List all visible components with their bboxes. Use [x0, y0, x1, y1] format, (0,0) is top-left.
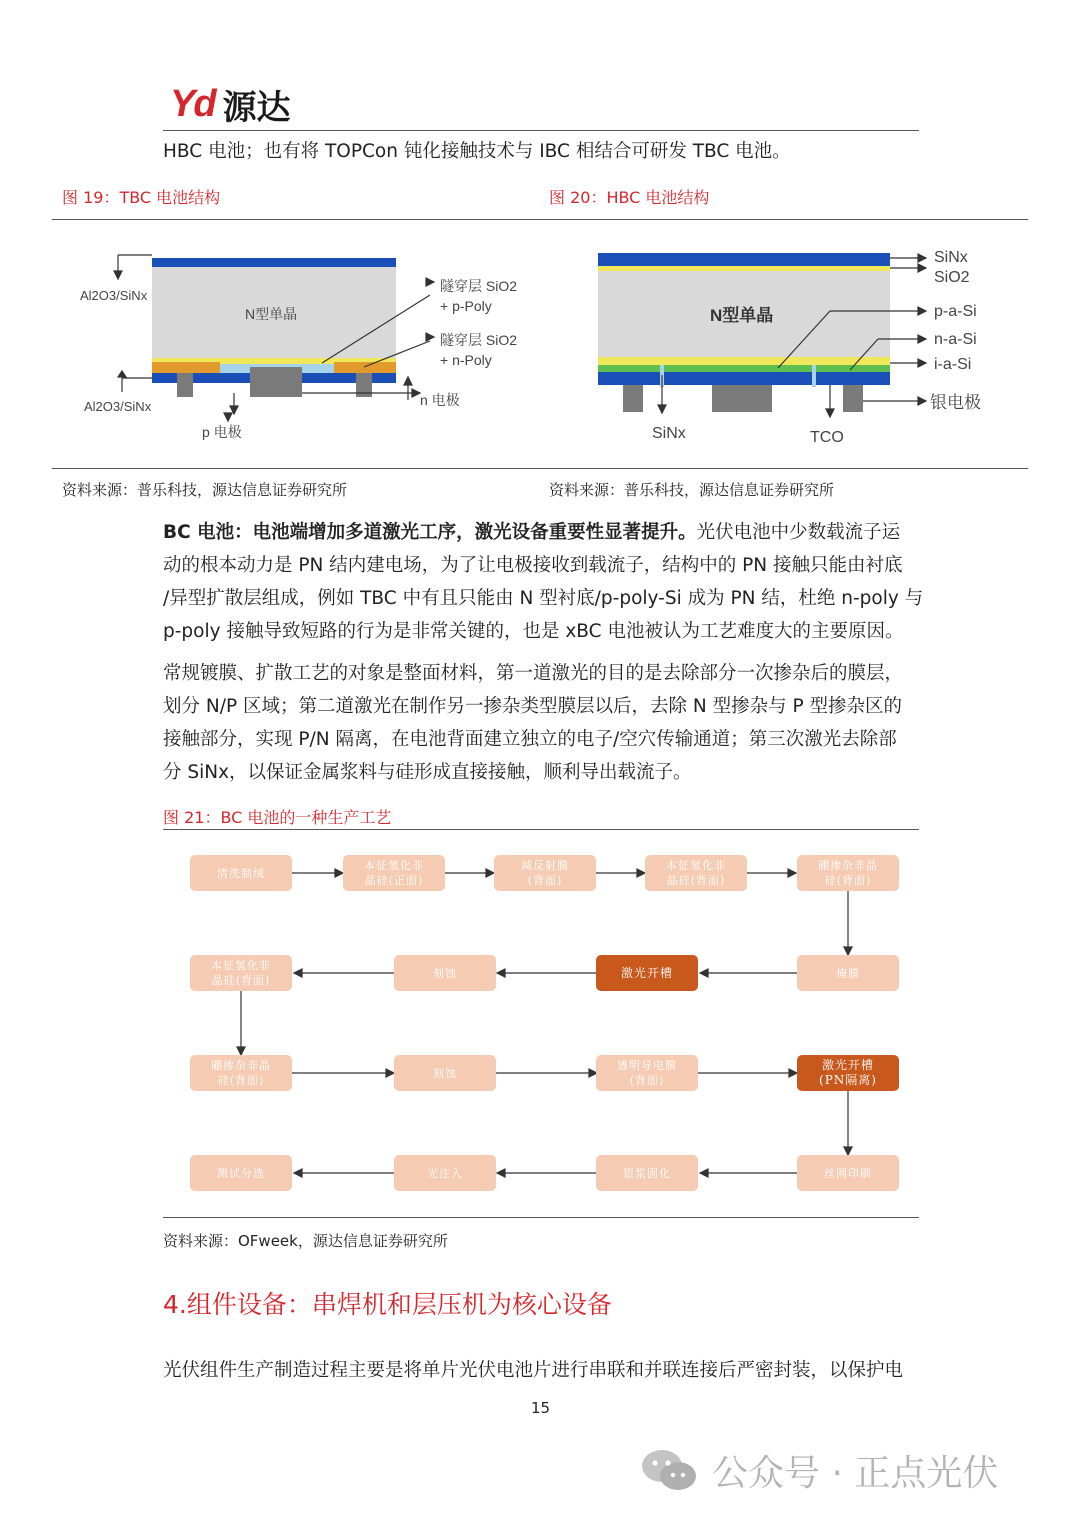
tbc-label-bulk: N型单晶 [245, 306, 298, 322]
flow-step-12: 透明导电膜 (背面) [596, 1055, 698, 1091]
page-number: 15 [531, 1399, 551, 1417]
logo-name: 源达 [222, 87, 291, 128]
hbc-p-a-si [598, 365, 890, 372]
figures-top-divider [52, 219, 1028, 220]
hbc-sinx-top [598, 253, 890, 266]
figure20-source: 资料来源：普乐科技，源达信息证券研究所 [549, 481, 835, 499]
hbc-gap-right [812, 365, 816, 387]
flow-step-15: 银浆固化 [596, 1155, 698, 1191]
paragraph-bc-lead: BC 电池：电池端增加多道激光工序，激光设备重要性显著提升。 [163, 522, 697, 543]
hbc-bottom-layer [598, 372, 890, 385]
tbc-n-electrode [250, 367, 302, 397]
paragraph-laser-line4: 分 SiNx，以保证金属浆料与硅形成直接接触，顺利导出载流子。 [163, 762, 692, 783]
flow-step-10: 硼掺杂非晶 硅(背面) [190, 1055, 292, 1091]
tbc-structure-diagram [52, 225, 532, 455]
flow-step-7: 激光开槽 [596, 955, 698, 991]
flow-step-6: 掩膜 [797, 955, 899, 991]
figure21-caption: 图 21：BC 电池的一种生产工艺 [163, 808, 392, 827]
tbc-p-poly-right [334, 362, 396, 373]
tbc-p-electrode-left [177, 373, 193, 397]
flow-step-17: 测试分选 [190, 1155, 292, 1191]
tbc-label-p-electrode: p 电极 [202, 424, 242, 440]
logo-mark: Yd [170, 82, 215, 125]
flow-step-4: 本征氢化非 晶硅(背面) [645, 855, 747, 891]
figures-bottom-divider [52, 468, 1028, 469]
hbc-label-p-a-si: p-a-Si [934, 303, 977, 320]
brand-logo [170, 82, 291, 126]
watermark-text: 公众号 · 正点光伏 [712, 1453, 999, 1494]
tbc-label-tunnel1-b: + p-Poly [440, 298, 492, 314]
hbc-electrode-2 [712, 385, 772, 412]
paragraph-bc-line3: /异型扩散层组成，例如 TBC 中有且只能由 N 型衬底/p-poly-Si 成为 PN 结，杜绝 n-poly 与 [163, 588, 924, 609]
section-title: 4.组件设备：串焊机和层压机为核心设备 [163, 1290, 612, 1319]
flow-step-8: 刻蚀 [394, 955, 496, 991]
header-divider [163, 130, 919, 131]
hbc-label-tco: TCO [810, 429, 844, 446]
tbc-p-poly-left [152, 362, 220, 373]
figure21-source: 资料来源：OFweek，源达信息证券研究所 [163, 1232, 448, 1250]
intro-line: HBC 电池；也有将 TOPCon 钝化接触技术与 IBC 相结合可研发 TBC 电池。 [163, 141, 791, 162]
hbc-label-silver: 银电极 [930, 393, 981, 412]
tbc-label-top-left: Al2O3/SiNx [80, 288, 148, 303]
flow-step-5: 硼掺杂非晶 硅(背面) [797, 855, 899, 891]
tbc-label-bottom-left: Al2O3/SiNx [84, 399, 152, 414]
flow-step-16: 光注入 [394, 1155, 496, 1191]
hbc-i-a-si [598, 357, 890, 365]
tbc-label-n-electrode: n 电极 [420, 392, 460, 408]
hbc-label-i-a-si: i-a-Si [934, 356, 972, 373]
paragraph-bc-line1: 光伏电池中少数载流子运 [696, 522, 901, 543]
tbc-label-tunnel2-b: + n-Poly [440, 352, 492, 368]
figure19-caption: 图 19：TBC 电池结构 [62, 188, 221, 207]
flow-step-9: 本征氢化非 晶硅(背面) [190, 955, 292, 991]
figure20-caption: 图 20：HBC 电池结构 [549, 188, 710, 207]
process-flowchart [163, 835, 919, 1215]
figure21-top-divider [163, 829, 919, 830]
tbc-label-tunnel1-a: 隧穿层 SiO2 [440, 278, 518, 294]
figure21-bottom-divider [163, 1217, 919, 1218]
hbc-electrode-1 [623, 385, 643, 412]
paragraph-module: 光伏组件生产制造过程主要是将单片光伏电池片进行串联和并联连接后严密封装，以保护电 [163, 1360, 904, 1381]
figure19-source: 资料来源：普乐科技，源达信息证券研究所 [62, 481, 348, 499]
tbc-top-layer [152, 258, 396, 267]
wechat-watermark [640, 1445, 998, 1496]
paragraph-bc [163, 516, 923, 648]
hbc-sio2 [598, 266, 890, 271]
hbc-label-sio2: SiO2 [934, 269, 970, 286]
hbc-structure-diagram [560, 225, 1028, 455]
flow-step-2: 本征氢化非 晶硅(正面) [343, 855, 445, 891]
hbc-label-n-a-si: n-a-Si [934, 331, 977, 348]
flow-step-11: 刻蚀 [394, 1055, 496, 1091]
hbc-label-bulk: N型单晶 [710, 306, 774, 325]
wechat-icon [640, 1448, 698, 1494]
flow-step-13: 激光开槽 (PN隔离) [797, 1055, 899, 1091]
paragraph-laser-line1: 常规镀膜、扩散工艺的对象是整面材料，第一道激光的目的是去除部分一次掺杂后的膜层， [163, 663, 904, 684]
flow-step-3: 减反射膜 (背面) [494, 855, 596, 891]
paragraph-bc-line4: p-poly 接触导致短路的行为是非常关键的，也是 xBC 电池被认为工艺难度大的主要原因。 [163, 621, 904, 642]
paragraph-laser-line3: 接触部分，实现 P/N 隔离，在电池背面建立独立的电子/空穴传输通道；第三次激光去除部 [163, 729, 897, 750]
paragraph-bc-line2: 动的根本动力是 PN 结内建电场，为了让电极接收到载流子，结构中的 PN 接触只能由衬底 [163, 555, 903, 576]
flow-step-14: 丝网印刷 [797, 1155, 899, 1191]
hbc-electrode-3 [843, 385, 863, 412]
hbc-label-sinx-bottom: SiNx [652, 425, 686, 442]
flow-step-1: 清洗制绒 [190, 855, 292, 891]
paragraph-laser-line2: 划分 N/P 区域；第二道激光在制作另一掺杂类型膜层以后，去除 N 型掺杂与 P 型掺杂区的 [163, 696, 903, 717]
tbc-label-tunnel2-a: 隧穿层 SiO2 [440, 332, 518, 348]
hbc-label-sinx-top: SiNx [934, 249, 968, 266]
paragraph-laser [163, 657, 923, 789]
